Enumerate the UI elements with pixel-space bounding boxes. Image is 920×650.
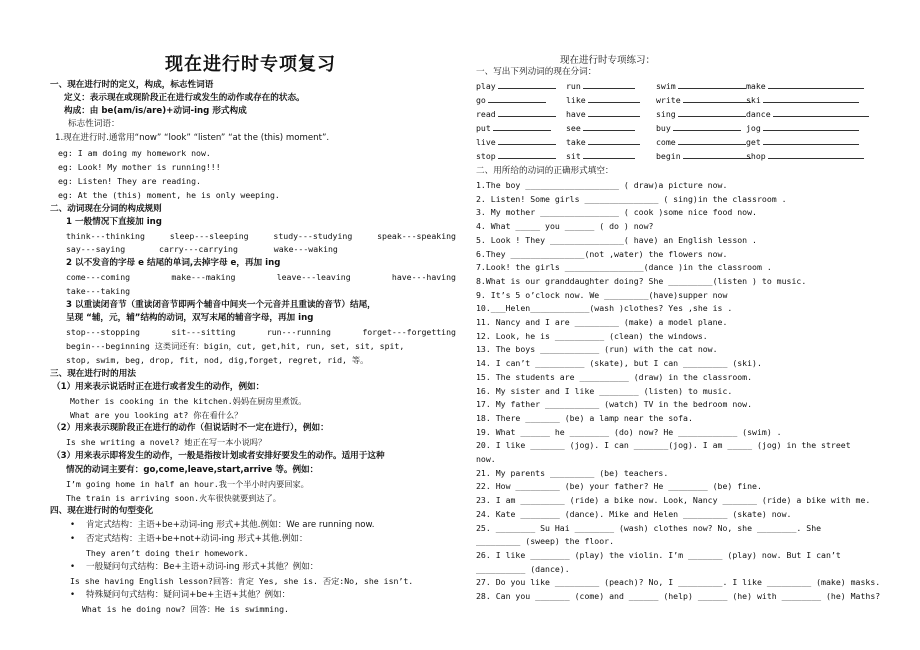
section4-heading: 四、现在进行时的句型变化	[50, 506, 154, 516]
vocab-word: buy	[656, 123, 671, 133]
question-line: 17. My father ___________ (watch) TV in the bedroom now.	[476, 399, 753, 410]
vocab-word: see	[566, 123, 581, 133]
definition: 定义：表示现在或现阶段正在进行或发生的动作或存在的状态。	[64, 93, 305, 103]
rule1-examples-1	[66, 231, 456, 242]
vocab-word: begin	[656, 151, 681, 161]
negative-example: They aren’t doing their homework.	[86, 548, 249, 558]
verb-pair: think---thinking	[66, 231, 145, 241]
usage-3-example-1: I’m going home in half an hour.我一个半小时内要回家。	[66, 479, 309, 489]
answer-blank[interactable]	[488, 94, 546, 103]
answer-blank[interactable]	[678, 80, 746, 89]
usage-3-b: 情况的动词主要有：go,come,leave,start,arrive 等。例如：	[66, 465, 319, 475]
answer-blank[interactable]	[763, 94, 859, 103]
verb-pair: sleep---sleeping	[169, 231, 249, 241]
question-line: 7.Look! the girls ________________(dance )in the classroom .	[476, 262, 772, 273]
verb-pair: sit---sitting	[171, 327, 236, 337]
answer-blank[interactable]	[583, 80, 635, 89]
question-line: 3. My mother ________________ ( cook )some nice food now.	[476, 207, 757, 218]
vocab-item	[656, 122, 741, 134]
usage-1-example-1: Mother is cooking in the kitchen.妈妈在厨房里煮饭。	[70, 396, 307, 406]
question-line: 2. Listen! Some girls _______________ ( sing)in the classroom .	[476, 193, 787, 204]
answer-blank[interactable]	[768, 150, 864, 159]
verb-pair: leave---leaving	[276, 272, 351, 282]
example-1: eg: I am doing my homework now.	[58, 148, 211, 158]
question-line: 18. There _______ (be) a lamp near the sofa.	[476, 412, 693, 423]
vocab-word: play	[476, 81, 496, 91]
section1-heading: 一、现在进行时的定义，构成，标志性词语	[50, 80, 214, 90]
answer-blank[interactable]	[678, 136, 746, 145]
usage-2-example-1: Is she writing a novel? 她正在写一本小说吗？	[66, 437, 267, 447]
question-line: 9. It’s 5 o’clock now. We _________(have)supper now	[476, 289, 728, 300]
vocab-word: write	[656, 95, 681, 105]
rule3-examples-2: begin---beginning 这类词还有：bigin，cut, get,hit, run, set, sit, spit,	[66, 341, 405, 351]
vocab-item	[656, 80, 746, 92]
vocab-word: jog	[746, 123, 761, 133]
answer-blank[interactable]	[773, 108, 869, 117]
example-2: eg: Look! My mother is running!!!	[58, 162, 221, 172]
vocab-item	[746, 94, 859, 106]
question-line: 21. My parents _________ (be) teachers.	[476, 467, 669, 478]
answer-blank[interactable]	[683, 150, 751, 159]
vocab-item	[566, 80, 635, 92]
question-line: 6.They _______________(not ,water) the flowers now.	[476, 248, 728, 259]
vocab-item	[566, 150, 635, 162]
vocab-word: live	[476, 137, 496, 147]
vocab-item	[566, 94, 640, 106]
vocab-item	[476, 80, 556, 92]
question-line: 4. What _____ you ______ ( do ) now?	[476, 221, 654, 232]
vocab-item	[656, 150, 751, 162]
verb-pair: stop---stopping	[66, 327, 140, 337]
answer-blank[interactable]	[493, 122, 551, 131]
answer-blank[interactable]	[498, 150, 556, 159]
question-line: 13. The boys ____________ (run) with the cat now.	[476, 344, 718, 355]
question-line: 8.What is our granddaughter doing? She _________(listen ) to music.	[476, 275, 807, 286]
verb-pair: forget---forgetting	[362, 327, 456, 337]
verb-pair: study---studying	[273, 231, 353, 241]
vocab-item	[656, 136, 746, 148]
rule2-examples-1	[66, 272, 456, 283]
answer-blank[interactable]	[768, 80, 864, 89]
verb-pair: carry---carrying	[159, 244, 238, 254]
rule3-title-b: 呈现 “辅，元，辅”结构的动词，双写末尾的辅音字母，再加 ing	[66, 313, 314, 323]
vocab-item	[476, 150, 556, 162]
usage-1-example-2: What are you looking at? 你在看什么？	[70, 410, 243, 420]
rule3-examples-1	[66, 327, 456, 338]
answer-blank[interactable]	[498, 136, 556, 145]
vocab-item	[656, 94, 751, 106]
vocab-word: take	[566, 137, 586, 147]
vocab-word: have	[566, 109, 586, 119]
question-line: 28. Can you _______ (come) and ______ (help) ______ (he) with ________ (he) Maths?	[476, 591, 881, 601]
vocab-word: sing	[656, 109, 676, 119]
answer-blank[interactable]	[673, 122, 741, 131]
question-line: 19. What ______ he ________ (do) now? He ____________ (swim) .	[476, 426, 782, 437]
marker-rule: 1.现在进行时.通常用“now” “look” “listen” “at the (this) moment”.	[55, 133, 330, 143]
vocab-word: go	[476, 95, 486, 105]
verb-pair: run---running	[266, 327, 331, 337]
question-line: 26. I like ________ (play) the violin. I’m _______ (play) now. But I can’t	[476, 549, 841, 560]
vocab-word: swim	[656, 81, 676, 91]
verb-pair: wake---waking	[273, 244, 338, 254]
question-line: 12. Look, he is __________ (clean) the windows.	[476, 330, 708, 341]
vocab-item	[746, 150, 864, 162]
special-question-example: What is he doing now? 回答：He is swimming.	[82, 604, 289, 614]
question-line: 5. Look ! They _______________( have) an English lesson .	[476, 234, 757, 245]
general-question-structure: • 一般疑问句式结构：Be+主语+动词-ing 形式+其他？例如：	[86, 562, 318, 573]
vocab-word: ski	[746, 95, 761, 105]
answer-blank[interactable]	[678, 108, 746, 117]
example-4: eg: At the (this) moment, he is only weeping.	[58, 190, 280, 200]
vocab-item	[566, 122, 635, 134]
vocab-word: dance	[746, 109, 771, 119]
vocab-item	[566, 136, 640, 148]
answer-blank[interactable]	[498, 80, 556, 89]
vocab-word: sit	[566, 151, 581, 161]
vocab-word: make	[746, 81, 766, 91]
question-line: 25. ________ Su Hai ________ (wash) clothes now? No, she ________. She	[476, 522, 822, 533]
part2-heading: 二、用所给的动词的正确形式填空：	[476, 166, 614, 176]
verb-pair: speak---speaking	[377, 231, 456, 241]
vocab-item	[656, 108, 746, 120]
general-question-example: Is she having English lesson?回答：肯定 Yes, she is. 否定:No, she isn’t.	[70, 576, 414, 586]
verb-pair: have---having	[391, 272, 456, 282]
question-line: 16. My sister and I like ________ (listen) to music.	[476, 385, 733, 396]
usage-3-example-2: The train is arriving soon.火车很快就要到达了。	[66, 493, 281, 503]
verb-pair: come---coming	[66, 272, 131, 282]
answer-blank[interactable]	[498, 108, 556, 117]
answer-blank[interactable]	[763, 136, 859, 145]
question-line: 27. Do you like _________ (peach)? No, I _________. I like _________ (make) masks.	[476, 577, 881, 588]
positive-structure: • 肯定式结构：主语+be+动词-ing 形式+其他.例如：We are running now.	[86, 520, 375, 531]
rule2-examples-2: take---taking	[66, 286, 131, 296]
vocab-word: read	[476, 109, 496, 119]
usage-1: （1）用来表示说话时正在进行或者发生的动作，例如：	[52, 382, 265, 392]
usage-3-a: （3）用来表示即将发生的动作，一般是指按计划或者安排好要发生的动作。适用于这种	[52, 451, 385, 461]
vocab-item	[746, 122, 859, 134]
section3-heading: 三、现在进行时的用法	[50, 369, 136, 379]
markers-label: 标志性词语：	[68, 119, 120, 129]
verb-pair: say---saying	[66, 244, 126, 254]
question-line: 15. The students are __________ (draw) in the classroom.	[476, 371, 753, 382]
vocab-item	[566, 108, 640, 120]
vocab-word: put	[476, 123, 491, 133]
vocab-word: shop	[746, 151, 766, 161]
vocab-word: get	[746, 137, 761, 147]
negative-structure: • 否定式结构：主语+be+not+动词-ing 形式+其他.例如：	[86, 534, 308, 545]
special-question-structure: • 特殊疑问句式结构：疑问词+be+主语+其他？例如：	[86, 590, 290, 601]
vocab-item	[476, 94, 546, 106]
rule1-examples-2	[66, 244, 338, 255]
page-title: 现在进行时专项复习	[165, 54, 336, 75]
question-line: 22. How _________ (be) your father? He ________ (be) fine.	[476, 481, 762, 492]
vocab-word: run	[566, 81, 581, 91]
question-line: now.	[476, 454, 496, 464]
answer-blank[interactable]	[583, 122, 635, 131]
vocab-item	[476, 108, 556, 120]
answer-blank[interactable]	[588, 94, 640, 103]
answer-blank[interactable]	[583, 150, 635, 159]
rule2-title: 2 以不发音的字母 e 结尾的单词,去掉字母 e，再加 ing	[66, 258, 281, 268]
question-line: 23. I am _________ (ride) a bike now. Look, Nancy _______ (ride) a bike with me.	[476, 495, 871, 506]
answer-blank[interactable]	[683, 94, 751, 103]
answer-blank[interactable]	[588, 136, 640, 145]
vocab-item	[746, 136, 859, 148]
answer-blank[interactable]	[763, 122, 859, 131]
example-3: eg: Listen! They are reading.	[58, 176, 201, 186]
question-line: _________ (sweep) the floor.	[476, 536, 615, 547]
usage-2: （2）用来表示现阶段正在进行的动作（但说话时不一定在进行），例如：	[52, 423, 329, 433]
rule3-examples-3: stop, swim, beg, drop, fit, nod, dig,forget, regret, rid, 等。	[66, 355, 369, 365]
question-line: 14. I can’t __________ (skate), but I can _________ (ski).	[476, 358, 762, 369]
vocab-item	[746, 80, 864, 92]
vocab-word: come	[656, 137, 676, 147]
structure: 构成：由 be(am/is/are)+动词-ing 形式构成	[64, 106, 247, 116]
question-line: 10.___Helen____________(wash )clothes? Yes ,she is .	[476, 303, 733, 314]
exercise-title: 现在进行时专项练习：	[560, 55, 656, 66]
vocab-item	[476, 136, 556, 148]
vocab-word: stop	[476, 151, 496, 161]
vocab-item	[476, 122, 551, 134]
vocab-item	[746, 108, 869, 120]
question-line: __________ (dance).	[476, 563, 570, 574]
question-line: 20. I like _______ (jog). I can _______(jog). I am _____ (jog) in the street	[476, 440, 851, 451]
part1-heading: 一、写出下列动词的现在分词：	[476, 67, 597, 77]
rule3-title-a: 3 以重读闭音节（重读闭音节即两个辅音中间夹一个元音并且重读的音节）结尾，	[66, 300, 376, 310]
question-line: 24. Kate ________ (dance). Mike and Helen _________ (skate) now.	[476, 508, 792, 519]
vocab-word: like	[566, 95, 586, 105]
rule1-title: 1 一般情况下直接加 ing	[66, 217, 162, 227]
answer-blank[interactable]	[588, 108, 640, 117]
question-line: 11. Nancy and I are _________ (make) a model plane.	[476, 317, 728, 327]
question-line: 1.The boy ___________________ ( draw)a picture now.	[476, 180, 728, 190]
section2-heading: 二、动词现在分词的构成规则	[50, 204, 162, 214]
verb-pair: make---making	[171, 272, 236, 282]
